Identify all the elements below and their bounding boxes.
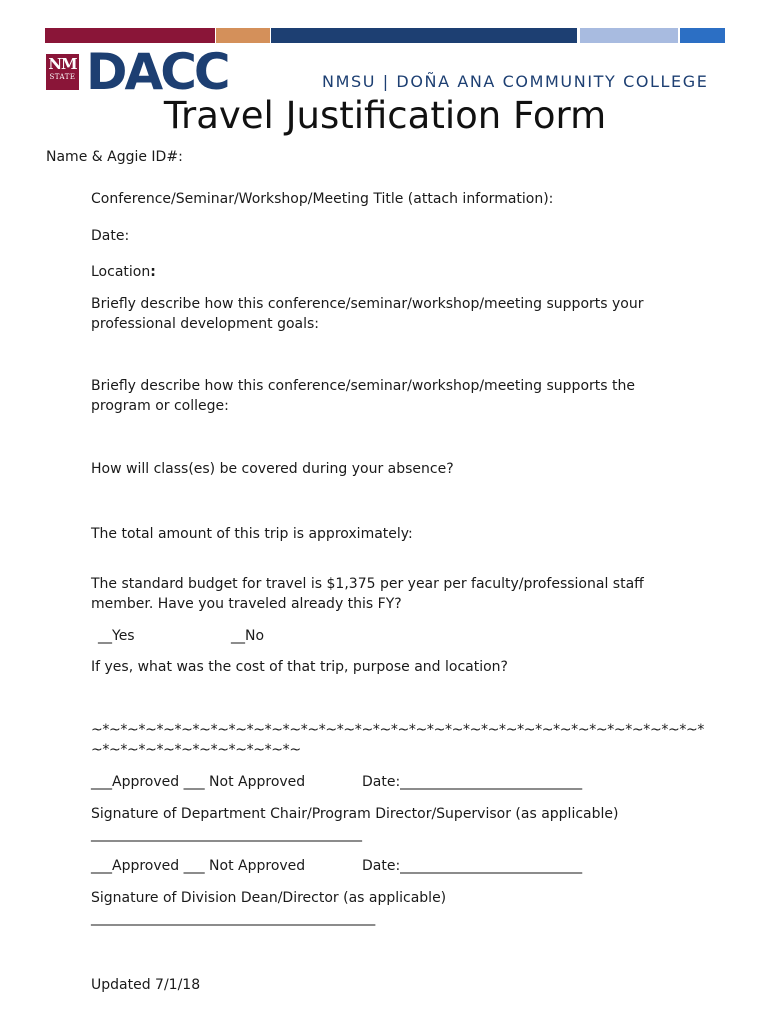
nm-state-logo: [46, 54, 79, 90]
question-professional-goals: [91, 294, 643, 334]
divider: [91, 720, 704, 760]
question-trip-total: The total amount of this trip is approximately:: [91, 526, 413, 542]
question-budget-line1: The standard budget for travel is $1,375 per year per faculty/professional staff: [91, 576, 644, 592]
approval-status-chair[interactable]: ___Approved ___ Not Approved: [91, 774, 306, 790]
nm-state-logo-nm: NM: [48, 55, 77, 73]
divider-line1: ~*~*~*~*~*~*~*~*~*~*~*~*~*~*~*~*~*~*~*~*~*~*~*~*~*~*~*~*~*~*~*~*~*~*: [91, 722, 705, 738]
date-label: Date:: [91, 228, 130, 244]
approval-date-dean[interactable]: Date:__________________________: [362, 858, 583, 874]
header-bar-orange: [216, 28, 270, 43]
conference-title-label: Conference/Seminar/Workshop/Meeting Title (attach information):: [91, 191, 554, 207]
question-budget-line2: member. Have you traveled already this FY?: [91, 596, 402, 612]
question-program-support-line1: Briefly describe how this conference/seminar/workshop/meeting supports the: [91, 378, 635, 394]
question-professional-goals-line2: professional development goals:: [91, 316, 320, 332]
question-professional-goals-line1: Briefly describe how this conference/seminar/workshop/meeting supports your: [91, 296, 644, 312]
question-previous-trip: If yes, what was the cost of that trip, purpose and location?: [91, 659, 508, 675]
nm-state-logo-state: STATE: [49, 73, 76, 81]
location-label: [91, 262, 156, 282]
header-bar-navy: [271, 28, 577, 43]
signature-dean-label: Signature of Division Dean/Director (as applicable): [91, 890, 447, 906]
no-option[interactable]: __No: [231, 628, 265, 644]
dacc-logo: DACC: [86, 43, 228, 101]
question-budget: [91, 574, 644, 614]
question-program-support: [91, 376, 635, 416]
approval-status-dean[interactable]: ___Approved ___ Not Approved: [91, 858, 306, 874]
page-title: Travel Justification Form: [163, 94, 607, 137]
yes-option[interactable]: __Yes: [98, 628, 135, 644]
question-class-coverage: How will class(es) be covered during your absence?: [91, 461, 454, 477]
location-label-text: Location: [91, 264, 151, 280]
name-id-label: Name & Aggie ID#:: [46, 149, 183, 165]
college-tagline: NMSU | DOÑA ANA COMMUNITY COLLEGE: [322, 72, 709, 91]
signature-dean-line[interactable]: ___________________________________________: [91, 910, 375, 926]
location-label-colon: :: [150, 264, 156, 280]
signature-chair-label: Signature of Department Chair/Program Director/Supervisor (as applicable): [91, 806, 619, 822]
approval-date-chair[interactable]: Date:__________________________: [362, 774, 583, 790]
question-program-support-line2: program or college:: [91, 398, 229, 414]
updated-date: Updated 7/1/18: [91, 977, 201, 993]
header-bar-blue: [680, 28, 725, 43]
header-bar-maroon: [45, 28, 215, 43]
header-bar-light-blue: [580, 28, 678, 43]
divider-line2: ~*~*~*~*~*~*~*~*~*~*~*~: [91, 742, 301, 758]
signature-chair-line[interactable]: _________________________________________: [91, 826, 362, 842]
